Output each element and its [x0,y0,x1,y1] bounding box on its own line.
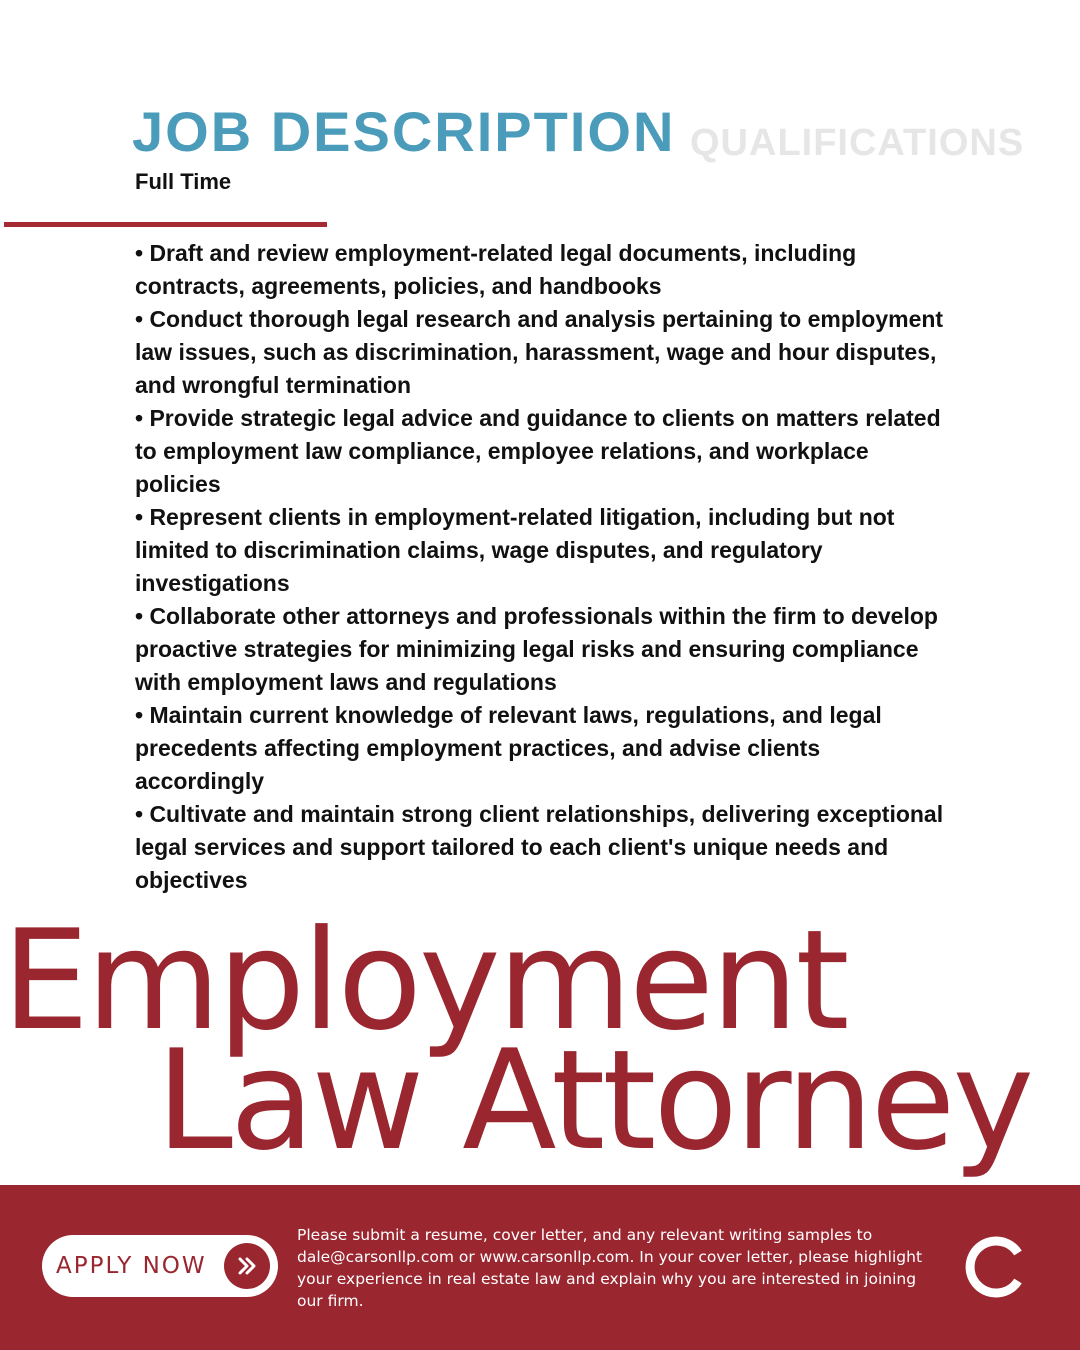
list-item: • Maintain current knowledge of relevant laws, regulations, and legal precedents affecting employment practices, and advise clients accordingly [135,702,882,794]
duties-list [135,237,945,897]
apply-now-button[interactable] [42,1235,278,1297]
tab-qualifications[interactable]: QUALIFICATIONS [690,122,1025,164]
list-item: • Draft and review employment-related legal documents, including contracts, agreements, policies, and handbooks [135,240,857,299]
list-item: • Cultivate and maintain strong client relationships, delivering exceptional legal services and support tailored to each client's unique needs and objectives [135,801,944,893]
apply-now-label: APPLY NOW [56,1253,207,1279]
job-type-label: Full Time [135,169,232,194]
list-item: • Provide strategic legal advice and guidance to clients on matters related to employment law compliance, employee relations, and workplace policies [135,405,941,497]
tab-job-description[interactable]: JOB DESCRIPTION [132,100,676,163]
c-logo-icon [964,1235,1028,1299]
section-divider [4,222,327,227]
list-item: • Conduct thorough legal research and analysis pertaining to employment law issues, such as discrimination, harassment, wage and hour disputes, and wrongful termination [135,306,944,398]
list-item: • Collaborate other attorneys and professionals within the firm to develop proactive strategies for minimizing legal risks and ensuring compliance with employment laws and regulations [135,603,938,695]
headline-line-2: Law Attorney [156,1020,1032,1181]
double-chevron-right-icon [224,1243,270,1289]
application-instructions: Please submit a resume, cover letter, and any relevant writing samples to dale@carsonllp.com or www.carsonllp.com. In your cover letter, please highlight your experience in real estate law and explain why you are interested in joining our firm. [297,1226,923,1310]
headline-line-1: Employment [2,900,847,1061]
list-item: • Represent clients in employment-related litigation, including but not limited to discrimination claims, wage disputes, and regulatory investigations [135,504,895,596]
footer-bar [0,1185,1080,1350]
